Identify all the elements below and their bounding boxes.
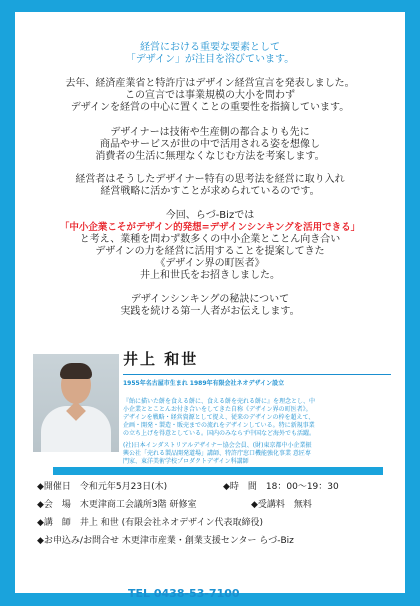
headline-line-2: 「デザイン」が注目を浴びています。	[125, 54, 295, 65]
profile-line-5: の立ち上げを得意としている。国内のみならず中国など海外でも活躍。	[123, 430, 316, 437]
event-time: ◆時 間 18：00～19：30	[223, 482, 339, 492]
event-fee: ◆受講料 無料	[251, 500, 312, 510]
affiliation-line-3: 門家、東洋美術学校プロダクトデザイン科講師	[123, 458, 249, 465]
paragraph4-highlight: 「中小企業こそがデザイン的発想=デザインシンキングを活用できる」	[59, 222, 361, 233]
flyer-sheet	[15, 12, 405, 600]
paragraph5-line-2: 実践を続ける第一人者がお伝えします。	[120, 306, 300, 317]
paragraph2-line-1: デザイナーは技術や生産側の都合よりも先に	[110, 127, 310, 138]
paragraph1-line-3: デザインを経営の中心に置くことの重要性を指摘しています。	[70, 102, 350, 113]
paragraph2-line-3: 消費者の生活に無理なくなじむ方法を考案します。	[95, 151, 325, 162]
headline-line-1: 経営における重要な要素として	[140, 42, 280, 53]
profile-line-2: 小企業ととことんお付き合いをしてきた自称《デザイン界の町医者》。	[123, 406, 312, 413]
paragraph1-line-2: この宣言では事業規模の大小を問わず	[125, 90, 295, 101]
event-venue: ◆会 場 木更津商工会議所3階 研修室	[37, 500, 197, 510]
event-tel: TEL 0438-53-7100	[128, 587, 240, 600]
affiliation-line-1: (社)日本インダストリアルデザイナー協会会員、(財)東京都中小企業振	[123, 442, 312, 449]
paragraph5-line-1: デザインシンキングの秘訣について	[130, 294, 290, 305]
paragraph4-line-3: 《デザイン界の町医者》	[155, 258, 265, 269]
paragraph1-line-1: 去年、経済産業省と特許庁はデザイン経営宣言を発表しました。	[65, 78, 355, 89]
profile-line-1: 『飴に描いた餅を食える餅に、食える餅を売れる餅に』を理念とし、中	[123, 398, 316, 405]
event-date: ◆開催日 令和元年5月23日(木)	[37, 482, 168, 492]
paragraph4-line-2: デザインの力を経営に活用することを提案してきた	[95, 246, 325, 257]
speaker-name: 井上 和世	[123, 350, 199, 368]
paragraph4-line-4: 井上和世氏をお招きしました。	[140, 270, 280, 281]
paragraph4-lead: 今回、らづ-Bizでは	[165, 210, 255, 221]
paragraph4-line-1: と考え、業種を問わず数多くの中小企業とことん向き合い	[79, 234, 341, 245]
photo-hair	[60, 363, 92, 379]
paragraph2-line-2: 商品やサービスが世の中で活用される姿を想像し	[100, 139, 320, 150]
paragraph3-line-1: 経営者はそうしたデザイナー特有の思考法を経営に取り入れ	[75, 174, 345, 185]
event-lecturer: ◆講 師 井上 和世 (有限会社ネオデザイン代表取締役)	[37, 518, 264, 528]
event-contact: ◆お申込み/お問合せ 木更津市産業・創業支援センター らづ-Biz	[37, 536, 294, 546]
affiliation-line-2: 興公社「売れる製品開発道場」講師、特許庁窓口機能強化事業 意匠専	[123, 450, 311, 457]
paragraph3-line-2: 経営戦略に活かすことが求められているのです。	[100, 186, 320, 197]
speaker-birth: 1955年名古屋市生まれ 1989年有限会社ネオデザイン設立	[123, 380, 285, 387]
profile-line-3: デザインを戦略・経営資源として捉え、従来のデザインの枠を超えて、	[123, 414, 315, 421]
event-divider-bar	[53, 467, 383, 475]
speaker-photo	[33, 354, 119, 452]
profile-line-4: 企画・開発・製造・販売までの流れをデザインしている。特に新規事業	[123, 422, 315, 429]
name-divider	[123, 374, 391, 375]
